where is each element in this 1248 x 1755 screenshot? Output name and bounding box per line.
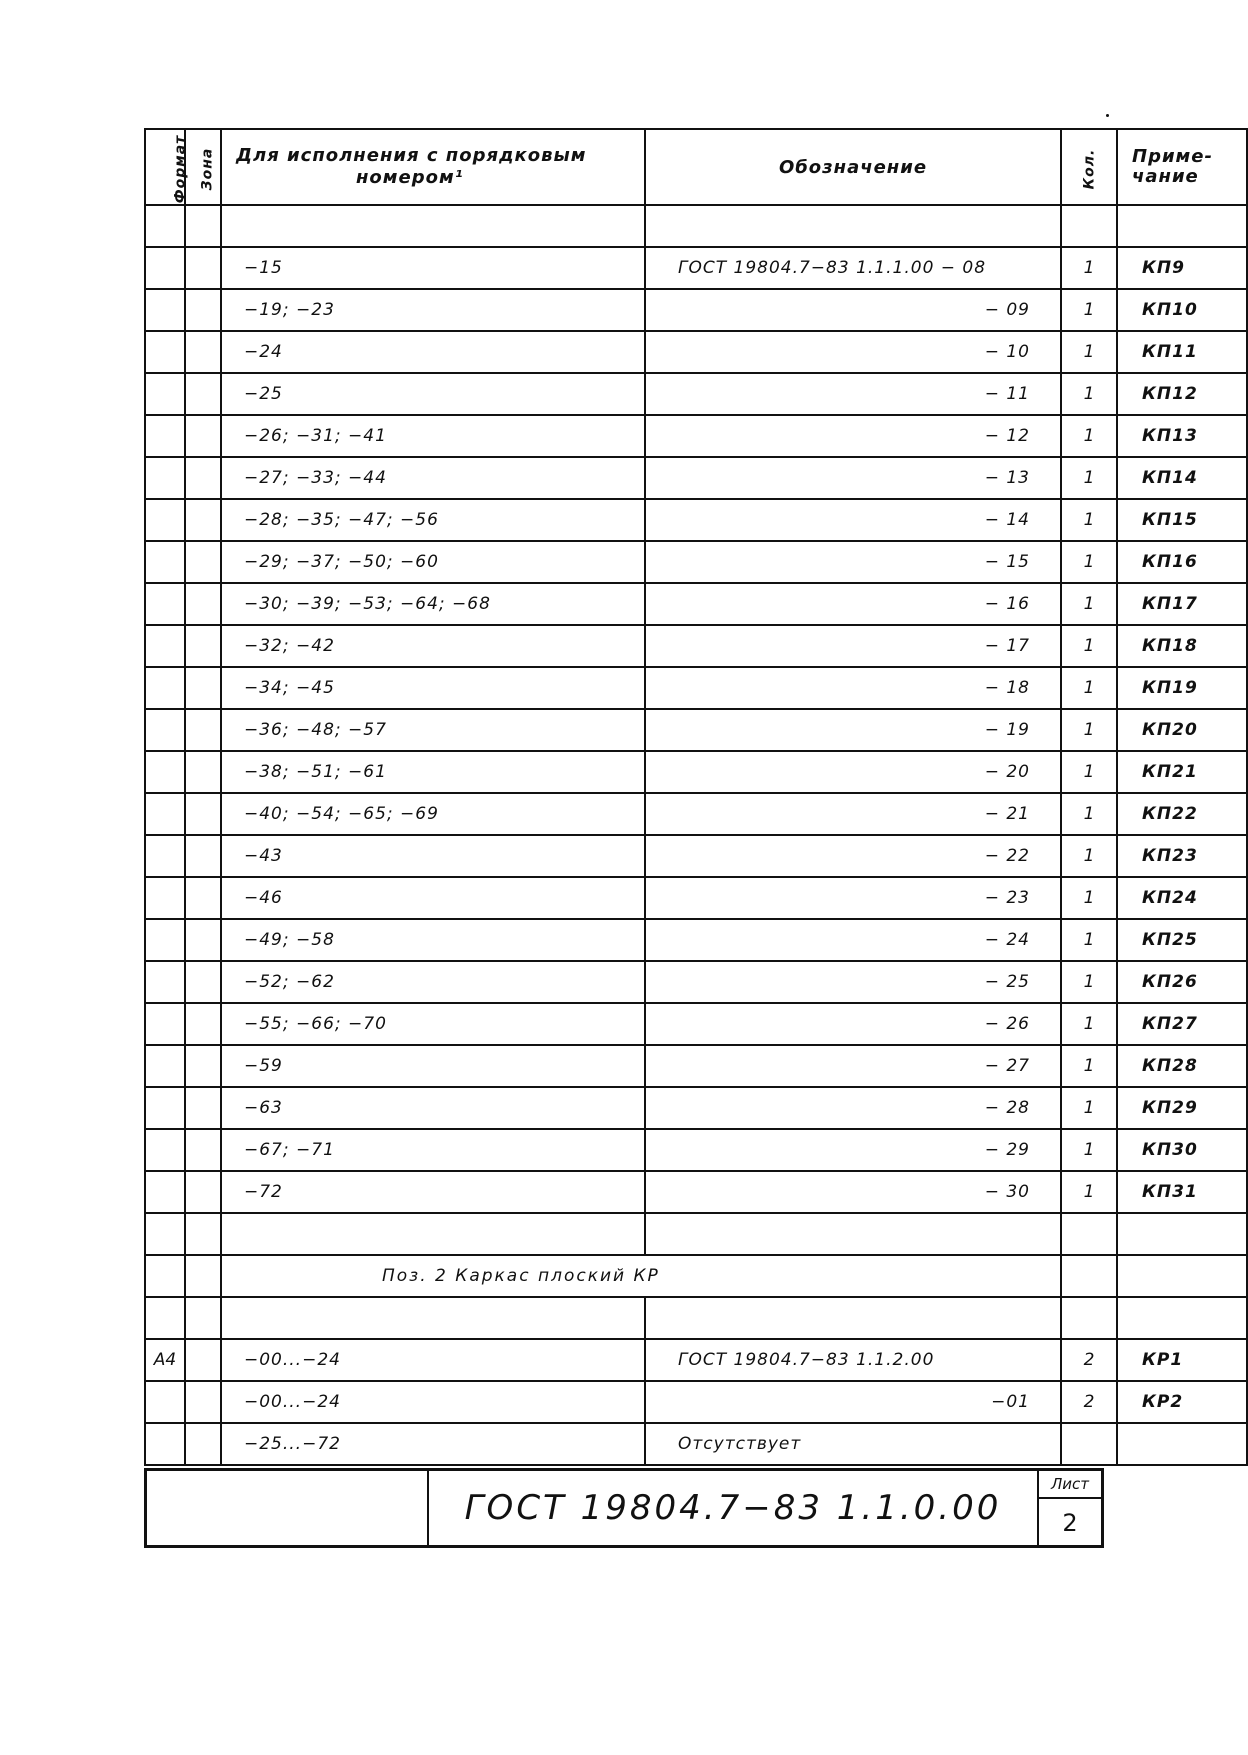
cell-ispolnenie xyxy=(221,1297,645,1339)
table-row xyxy=(145,1003,1247,1045)
cell-prim xyxy=(1117,1255,1247,1297)
cell-format xyxy=(145,1171,185,1213)
cell-oboznachenie: Отсутствует xyxy=(645,1423,1061,1465)
cell-kol: 1 xyxy=(1061,751,1117,793)
cell-zone xyxy=(185,499,221,541)
cell-ispolnenie: −28; −35; −47; −56 xyxy=(221,499,645,541)
cell-ispolnenie: −27; −33; −44 xyxy=(221,457,645,499)
cell-zone xyxy=(185,205,221,247)
cell-kol: 1 xyxy=(1061,667,1117,709)
cell-kol xyxy=(1061,1213,1117,1255)
cell-format xyxy=(145,1297,185,1339)
table-row xyxy=(145,625,1247,667)
cell-prim: КП30 xyxy=(1117,1129,1247,1171)
cell-oboznachenie: − 19 xyxy=(645,709,1061,751)
title-block xyxy=(144,1468,1104,1548)
cell-format xyxy=(145,793,185,835)
cell-format xyxy=(145,415,185,457)
sheet-label: Лист xyxy=(1039,1471,1101,1499)
cell-format xyxy=(145,1423,185,1465)
cell-format xyxy=(145,1381,185,1423)
cell-zone xyxy=(185,1003,221,1045)
cell-kol: 1 xyxy=(1061,415,1117,457)
cell-format xyxy=(145,625,185,667)
cell-format xyxy=(145,919,185,961)
cell-prim: КП29 xyxy=(1117,1087,1247,1129)
cell-oboznachenie: − 22 xyxy=(645,835,1061,877)
cell-prim: КП12 xyxy=(1117,373,1247,415)
cell-zone xyxy=(185,583,221,625)
cell-prim: КП19 xyxy=(1117,667,1247,709)
cell-ispolnenie: −00...−24 xyxy=(221,1381,645,1423)
cell-format xyxy=(145,1129,185,1171)
cell-oboznachenie: − 26 xyxy=(645,1003,1061,1045)
header-ispolnenie xyxy=(221,129,645,205)
cell-prim xyxy=(1117,1213,1247,1255)
cell-ispolnenie: −19; −23 xyxy=(221,289,645,331)
table-row xyxy=(145,247,1247,289)
table-row xyxy=(145,331,1247,373)
cell-zone xyxy=(185,331,221,373)
table-row xyxy=(145,1171,1247,1213)
header-row xyxy=(145,129,1247,205)
cell-ispolnenie: −32; −42 xyxy=(221,625,645,667)
cell-zone xyxy=(185,1297,221,1339)
cell-oboznachenie: − 09 xyxy=(645,289,1061,331)
header-zone: Зона xyxy=(185,129,221,205)
cell-oboznachenie: − 10 xyxy=(645,331,1061,373)
cell-kol: 1 xyxy=(1061,793,1117,835)
cell-kol: 1 xyxy=(1061,1171,1117,1213)
header-primechanie xyxy=(1117,129,1247,205)
cell-format xyxy=(145,289,185,331)
section-title-row xyxy=(145,1255,1247,1297)
cell-zone xyxy=(185,667,221,709)
cell-ispolnenie: −34; −45 xyxy=(221,667,645,709)
cell-oboznachenie: − 15 xyxy=(645,541,1061,583)
scan-speck xyxy=(1106,114,1109,117)
cell-zone xyxy=(185,247,221,289)
header-format: Формат xyxy=(145,129,185,205)
specification-sheet xyxy=(144,128,1213,1548)
cell-ispolnenie: −40; −54; −65; −69 xyxy=(221,793,645,835)
cell-ispolnenie: −52; −62 xyxy=(221,961,645,1003)
table-row xyxy=(145,499,1247,541)
spacer-row xyxy=(145,1213,1247,1255)
cell-zone xyxy=(185,1129,221,1171)
table-row xyxy=(145,289,1247,331)
cell-oboznachenie: − 24 xyxy=(645,919,1061,961)
document-code: ГОСТ 19804.7−83 1.1.0.00 xyxy=(464,1488,1002,1528)
cell-oboznachenie: − 11 xyxy=(645,373,1061,415)
table-row xyxy=(145,373,1247,415)
cell-oboznachenie: − 13 xyxy=(645,457,1061,499)
sheet-number: 2 xyxy=(1062,1509,1078,1537)
cell-oboznachenie: ГОСТ 19804.7−83 1.1.2.00 xyxy=(645,1339,1061,1381)
cell-zone xyxy=(185,961,221,1003)
cell-kol: 1 xyxy=(1061,961,1117,1003)
cell-prim xyxy=(1117,205,1247,247)
table-row xyxy=(145,751,1247,793)
cell-kol xyxy=(1061,1297,1117,1339)
cell-kol: 2 xyxy=(1061,1339,1117,1381)
cell-oboznachenie: − 28 xyxy=(645,1087,1061,1129)
cell-zone xyxy=(185,709,221,751)
cell-ispolnenie: −36; −48; −57 xyxy=(221,709,645,751)
cell-oboznachenie xyxy=(645,1213,1061,1255)
cell-prim: КП14 xyxy=(1117,457,1247,499)
cell-zone xyxy=(185,1255,221,1297)
cell-kol: 1 xyxy=(1061,499,1117,541)
table-row xyxy=(145,205,1247,247)
cell-format xyxy=(145,667,185,709)
cell-format xyxy=(145,877,185,919)
cell-format xyxy=(145,835,185,877)
header-ispolnenie-line1: Для исполнения с порядковым xyxy=(236,145,587,166)
table-row xyxy=(145,415,1247,457)
cell-kol: 1 xyxy=(1061,625,1117,667)
cell-oboznachenie xyxy=(645,205,1061,247)
cell-prim: КП18 xyxy=(1117,625,1247,667)
cell-kol: 1 xyxy=(1061,247,1117,289)
position-2-rows xyxy=(145,1339,1247,1465)
cell-ispolnenie xyxy=(221,205,645,247)
cell-ispolnenie: −46 xyxy=(221,877,645,919)
cell-kol: 1 xyxy=(1061,541,1117,583)
cell-prim: КП28 xyxy=(1117,1045,1247,1087)
table-row xyxy=(145,457,1247,499)
table-row xyxy=(145,793,1247,835)
cell-oboznachenie xyxy=(645,1297,1061,1339)
cell-ispolnenie: −25...−72 xyxy=(221,1423,645,1465)
cell-oboznachenie: −01 xyxy=(645,1381,1061,1423)
header-ispolnenie-line2: номером¹ xyxy=(356,167,464,188)
cell-format xyxy=(145,751,185,793)
cell-prim: КП27 xyxy=(1117,1003,1247,1045)
cell-format xyxy=(145,457,185,499)
cell-zone xyxy=(185,541,221,583)
cell-ispolnenie: −15 xyxy=(221,247,645,289)
cell-kol: 1 xyxy=(1061,877,1117,919)
cell-ispolnenie: −43 xyxy=(221,835,645,877)
table-row xyxy=(145,1087,1247,1129)
cell-ispolnenie: −30; −39; −53; −64; −68 xyxy=(221,583,645,625)
cell-kol: 1 xyxy=(1061,1045,1117,1087)
cell-oboznachenie: − 25 xyxy=(645,961,1061,1003)
cell-kol xyxy=(1061,205,1117,247)
cell-zone xyxy=(185,1087,221,1129)
cell-oboznachenie: − 12 xyxy=(645,415,1061,457)
cell-format xyxy=(145,583,185,625)
cell-format xyxy=(145,709,185,751)
cell-oboznachenie: − 23 xyxy=(645,877,1061,919)
cell-kol: 1 xyxy=(1061,373,1117,415)
cell-ispolnenie: −55; −66; −70 xyxy=(221,1003,645,1045)
table-row xyxy=(145,541,1247,583)
cell-ispolnenie: −67; −71 xyxy=(221,1129,645,1171)
cell-format xyxy=(145,499,185,541)
cell-kol: 1 xyxy=(1061,835,1117,877)
cell-prim: КП24 xyxy=(1117,877,1247,919)
cell-kol: 1 xyxy=(1061,1003,1117,1045)
cell-prim xyxy=(1117,1297,1247,1339)
cell-oboznachenie: ГОСТ 19804.7−83 1.1.1.00 − 08 xyxy=(645,247,1061,289)
cell-format xyxy=(145,1003,185,1045)
header-kol: Кол. xyxy=(1061,129,1117,205)
cell-oboznachenie: − 21 xyxy=(645,793,1061,835)
cell-prim: КП16 xyxy=(1117,541,1247,583)
cell-prim: КП20 xyxy=(1117,709,1247,751)
cell-prim: КП21 xyxy=(1117,751,1247,793)
cell-prim: КП25 xyxy=(1117,919,1247,961)
cell-prim: КП9 xyxy=(1117,247,1247,289)
cell-zone xyxy=(185,877,221,919)
cell-format xyxy=(145,1087,185,1129)
cell-oboznachenie: − 18 xyxy=(645,667,1061,709)
cell-kol: 1 xyxy=(1061,1087,1117,1129)
cell-format xyxy=(145,373,185,415)
cell-prim: КП15 xyxy=(1117,499,1247,541)
cell-prim: КП31 xyxy=(1117,1171,1247,1213)
cell-zone xyxy=(185,1381,221,1423)
cell-kol: 1 xyxy=(1061,289,1117,331)
cell-zone xyxy=(185,415,221,457)
table-row xyxy=(145,961,1247,1003)
cell-format xyxy=(145,1045,185,1087)
table-row xyxy=(145,709,1247,751)
cell-zone xyxy=(185,457,221,499)
cell-format xyxy=(145,1255,185,1297)
cell-kol: 2 xyxy=(1061,1381,1117,1423)
cell-zone xyxy=(185,793,221,835)
cell-zone xyxy=(185,751,221,793)
cell-oboznachenie: − 17 xyxy=(645,625,1061,667)
cell-zone xyxy=(185,919,221,961)
cell-format xyxy=(145,331,185,373)
table-row xyxy=(145,667,1247,709)
cell-ispolnenie: −38; −51; −61 xyxy=(221,751,645,793)
cell-ispolnenie: −25 xyxy=(221,373,645,415)
cell-kol: 1 xyxy=(1061,709,1117,751)
cell-prim: КП11 xyxy=(1117,331,1247,373)
cell-ispolnenie: −26; −31; −41 xyxy=(221,415,645,457)
cell-kol xyxy=(1061,1423,1117,1465)
cell-oboznachenie: − 29 xyxy=(645,1129,1061,1171)
cell-kol: 1 xyxy=(1061,331,1117,373)
section-2 xyxy=(145,1213,1247,1339)
cell-oboznachenie: − 14 xyxy=(645,499,1061,541)
spacer-row xyxy=(145,1297,1247,1339)
cell-zone xyxy=(185,1213,221,1255)
cell-oboznachenie: − 16 xyxy=(645,583,1061,625)
table-row xyxy=(145,1045,1247,1087)
cell-zone xyxy=(185,1045,221,1087)
cell-zone xyxy=(185,1423,221,1465)
cell-kol: 1 xyxy=(1061,583,1117,625)
header-oboznachenie: Обозначение xyxy=(645,129,1061,205)
cell-zone xyxy=(185,625,221,667)
cell-format xyxy=(145,541,185,583)
position-1-rows xyxy=(145,205,1247,1213)
cell-ispolnenie: −59 xyxy=(221,1045,645,1087)
cell-format: А4 xyxy=(145,1339,185,1381)
cell-zone xyxy=(185,835,221,877)
cell-oboznachenie: − 20 xyxy=(645,751,1061,793)
table-row xyxy=(145,919,1247,961)
cell-prim: КП13 xyxy=(1117,415,1247,457)
cell-kol: 1 xyxy=(1061,919,1117,961)
cell-prim: КП26 xyxy=(1117,961,1247,1003)
cell-format xyxy=(145,961,185,1003)
cell-prim: КП22 xyxy=(1117,793,1247,835)
cell-ispolnenie: −00...−24 xyxy=(221,1339,645,1381)
cell-zone xyxy=(185,1171,221,1213)
table-row xyxy=(145,1381,1247,1423)
table-row xyxy=(145,1423,1247,1465)
cell-ispolnenie: −72 xyxy=(221,1171,645,1213)
cell-zone xyxy=(185,1339,221,1381)
sheet-number-box xyxy=(1037,1471,1101,1545)
table-row xyxy=(145,1129,1247,1171)
cell-zone xyxy=(185,289,221,331)
cell-format xyxy=(145,1213,185,1255)
cell-ispolnenie: −29; −37; −50; −60 xyxy=(221,541,645,583)
cell-oboznachenie: − 27 xyxy=(645,1045,1061,1087)
cell-ispolnenie: −63 xyxy=(221,1087,645,1129)
header-prim-line2: чание xyxy=(1132,166,1199,187)
specification-table xyxy=(144,128,1248,1466)
cell-prim: КП10 xyxy=(1117,289,1247,331)
table-row xyxy=(145,835,1247,877)
cell-kol xyxy=(1061,1255,1117,1297)
cell-prim: КП17 xyxy=(1117,583,1247,625)
cell-oboznachenie: − 30 xyxy=(645,1171,1061,1213)
cell-ispolnenie xyxy=(221,1213,645,1255)
cell-format xyxy=(145,205,185,247)
cell-kol: 1 xyxy=(1061,1129,1117,1171)
cell-zone xyxy=(185,373,221,415)
table-row xyxy=(145,877,1247,919)
table-row xyxy=(145,1339,1247,1381)
cell-prim: КР1 xyxy=(1117,1339,1247,1381)
cell-prim: КП23 xyxy=(1117,835,1247,877)
title-block-left-cell xyxy=(147,1471,429,1545)
cell-ispolnenie: −24 xyxy=(221,331,645,373)
table-row xyxy=(145,583,1247,625)
header-prim-line1: Приме- xyxy=(1132,146,1213,167)
cell-prim xyxy=(1117,1423,1247,1465)
cell-ispolnenie: −49; −58 xyxy=(221,919,645,961)
section-title: Поз. 2 Каркас плоский КР xyxy=(221,1255,1061,1297)
cell-kol: 1 xyxy=(1061,457,1117,499)
cell-prim: КР2 xyxy=(1117,1381,1247,1423)
cell-format xyxy=(145,247,185,289)
